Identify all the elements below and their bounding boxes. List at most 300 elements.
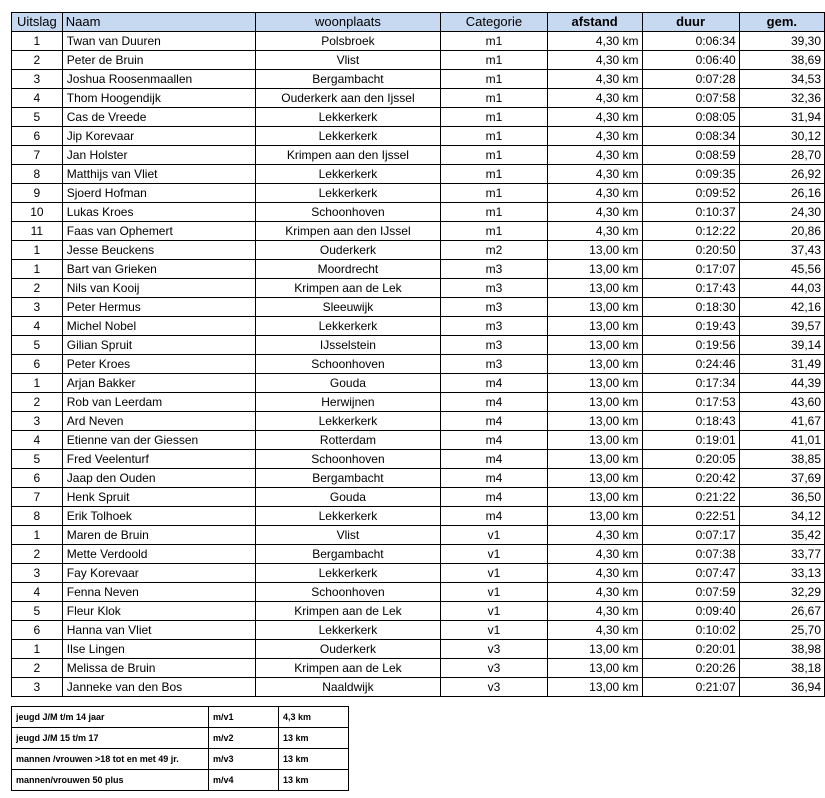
cell-uitslag: 1: [12, 241, 63, 260]
cell-duur: 0:20:05: [642, 450, 739, 469]
table-row: [12, 203, 825, 222]
cell-uitslag: 3: [12, 70, 63, 89]
cell-gem: 44,03: [739, 279, 824, 298]
category-legend-table: [11, 706, 349, 791]
cell-gem: 41,01: [739, 431, 824, 450]
cell-woonplaats: Schoonhoven: [255, 203, 440, 222]
cell-uitslag: 4: [12, 583, 63, 602]
cell-uitslag: 2: [12, 659, 63, 678]
cell-gem: 38,85: [739, 450, 824, 469]
cell-afstand: 4,30 km: [547, 51, 642, 70]
legend-code: m/v4: [209, 770, 279, 791]
cell-afstand: 4,30 km: [547, 222, 642, 241]
table-row: [12, 621, 825, 640]
cell-afstand: 13,00 km: [547, 241, 642, 260]
table-row: [12, 431, 825, 450]
cell-naam: Nils van Kooij: [62, 279, 255, 298]
header-gem: gem.: [739, 13, 824, 32]
cell-gem: 33,13: [739, 564, 824, 583]
cell-woonplaats: Vlist: [255, 51, 440, 70]
cell-duur: 0:09:52: [642, 184, 739, 203]
cell-categorie: v3: [441, 678, 548, 697]
cell-categorie: m4: [441, 488, 548, 507]
legend-distance: 13 km: [279, 728, 349, 749]
table-row: [12, 602, 825, 621]
cell-categorie: m1: [441, 70, 548, 89]
table-row: [12, 374, 825, 393]
cell-gem: 43,60: [739, 393, 824, 412]
cell-gem: 39,14: [739, 336, 824, 355]
cell-gem: 35,42: [739, 526, 824, 545]
header-categorie: Categorie: [441, 13, 548, 32]
cell-uitslag: 5: [12, 336, 63, 355]
cell-uitslag: 6: [12, 621, 63, 640]
cell-uitslag: 3: [12, 412, 63, 431]
cell-categorie: m4: [441, 469, 548, 488]
cell-uitslag: 3: [12, 678, 63, 697]
cell-naam: Peter Kroes: [62, 355, 255, 374]
cell-naam: Rob van Leerdam: [62, 393, 255, 412]
cell-naam: Fay Korevaar: [62, 564, 255, 583]
cell-afstand: 13,00 km: [547, 279, 642, 298]
cell-woonplaats: Krimpen aan de Lek: [255, 602, 440, 621]
table-row: [12, 583, 825, 602]
cell-uitslag: 10: [12, 203, 63, 222]
cell-afstand: 13,00 km: [547, 678, 642, 697]
cell-uitslag: 4: [12, 317, 63, 336]
table-row: [12, 89, 825, 108]
legend-row: [12, 707, 349, 728]
cell-naam: Fleur Klok: [62, 602, 255, 621]
cell-naam: Henk Spruit: [62, 488, 255, 507]
table-row: [12, 545, 825, 564]
cell-afstand: 4,30 km: [547, 165, 642, 184]
cell-naam: Twan van Duuren: [62, 32, 255, 51]
cell-naam: Hanna van Vliet: [62, 621, 255, 640]
cell-woonplaats: Ouderkerk: [255, 640, 440, 659]
cell-gem: 24,30: [739, 203, 824, 222]
cell-duur: 0:18:30: [642, 298, 739, 317]
table-row: [12, 507, 825, 526]
cell-categorie: m1: [441, 165, 548, 184]
cell-gem: 34,12: [739, 507, 824, 526]
cell-naam: Arjan Bakker: [62, 374, 255, 393]
cell-gem: 26,16: [739, 184, 824, 203]
cell-duur: 0:07:47: [642, 564, 739, 583]
table-row: [12, 127, 825, 146]
cell-uitslag: 5: [12, 602, 63, 621]
cell-categorie: v3: [441, 640, 548, 659]
cell-categorie: m4: [441, 412, 548, 431]
legend-distance: 13 km: [279, 770, 349, 791]
cell-uitslag: 7: [12, 488, 63, 507]
cell-afstand: 4,30 km: [547, 203, 642, 222]
cell-gem: 26,67: [739, 602, 824, 621]
legend-code: m/v2: [209, 728, 279, 749]
cell-categorie: v1: [441, 583, 548, 602]
cell-duur: 0:07:17: [642, 526, 739, 545]
cell-woonplaats: Rotterdam: [255, 431, 440, 450]
legend-code: m/v3: [209, 749, 279, 770]
cell-uitslag: 2: [12, 393, 63, 412]
cell-uitslag: 3: [12, 298, 63, 317]
cell-woonplaats: Lekkerkerk: [255, 317, 440, 336]
cell-woonplaats: Schoonhoven: [255, 583, 440, 602]
cell-categorie: v1: [441, 602, 548, 621]
cell-gem: 38,98: [739, 640, 824, 659]
cell-duur: 0:08:59: [642, 146, 739, 165]
cell-categorie: v1: [441, 564, 548, 583]
cell-categorie: m1: [441, 146, 548, 165]
table-row: [12, 488, 825, 507]
cell-gem: 37,69: [739, 469, 824, 488]
cell-naam: Fenna Neven: [62, 583, 255, 602]
cell-woonplaats: Krimpen aan den IJssel: [255, 222, 440, 241]
table-row: [12, 146, 825, 165]
cell-gem: 37,43: [739, 241, 824, 260]
cell-duur: 0:20:42: [642, 469, 739, 488]
cell-afstand: 13,00 km: [547, 507, 642, 526]
cell-duur: 0:20:26: [642, 659, 739, 678]
cell-gem: 30,12: [739, 127, 824, 146]
cell-afstand: 4,30 km: [547, 602, 642, 621]
cell-duur: 0:20:50: [642, 241, 739, 260]
cell-woonplaats: Moordrecht: [255, 260, 440, 279]
cell-duur: 0:19:43: [642, 317, 739, 336]
cell-woonplaats: Krimpen aan de Lek: [255, 659, 440, 678]
cell-uitslag: 1: [12, 260, 63, 279]
cell-categorie: m1: [441, 184, 548, 203]
cell-categorie: v3: [441, 659, 548, 678]
table-row: [12, 222, 825, 241]
cell-naam: Mette Verdoold: [62, 545, 255, 564]
table-row: [12, 659, 825, 678]
cell-naam: Cas de Vreede: [62, 108, 255, 127]
cell-categorie: m3: [441, 355, 548, 374]
cell-naam: Faas van Ophemert: [62, 222, 255, 241]
cell-gem: 32,36: [739, 89, 824, 108]
cell-duur: 0:09:40: [642, 602, 739, 621]
cell-afstand: 4,30 km: [547, 32, 642, 51]
header-naam: Naam: [62, 13, 255, 32]
cell-naam: Peter Hermus: [62, 298, 255, 317]
cell-woonplaats: Lekkerkerk: [255, 621, 440, 640]
table-row: [12, 678, 825, 697]
cell-uitslag: 5: [12, 108, 63, 127]
cell-naam: Gilian Spruit: [62, 336, 255, 355]
table-row: [12, 51, 825, 70]
table-row: [12, 564, 825, 583]
cell-woonplaats: Ouderkerk: [255, 241, 440, 260]
cell-naam: Bart van Grieken: [62, 260, 255, 279]
table-row: [12, 70, 825, 89]
cell-afstand: 4,30 km: [547, 108, 642, 127]
cell-duur: 0:21:07: [642, 678, 739, 697]
cell-afstand: 4,30 km: [547, 621, 642, 640]
table-row: [12, 260, 825, 279]
cell-categorie: m3: [441, 298, 548, 317]
cell-woonplaats: Bergambacht: [255, 469, 440, 488]
cell-woonplaats: Sleeuwijk: [255, 298, 440, 317]
cell-gem: 41,67: [739, 412, 824, 431]
legend-distance: 4,3 km: [279, 707, 349, 728]
cell-woonplaats: Vlist: [255, 526, 440, 545]
table-row: [12, 412, 825, 431]
cell-woonplaats: Naaldwijk: [255, 678, 440, 697]
cell-duur: 0:07:58: [642, 89, 739, 108]
table-row: [12, 393, 825, 412]
cell-duur: 0:07:28: [642, 70, 739, 89]
cell-gem: 34,53: [739, 70, 824, 89]
cell-uitslag: 6: [12, 355, 63, 374]
table-row: [12, 279, 825, 298]
cell-uitslag: 1: [12, 640, 63, 659]
cell-woonplaats: IJsselstein: [255, 336, 440, 355]
legend-description: mannen /vrouwen >18 tot en met 49 jr.: [12, 749, 209, 770]
cell-duur: 0:07:38: [642, 545, 739, 564]
cell-duur: 0:21:22: [642, 488, 739, 507]
cell-duur: 0:08:34: [642, 127, 739, 146]
cell-naam: Jan Holster: [62, 146, 255, 165]
cell-afstand: 4,30 km: [547, 89, 642, 108]
cell-uitslag: 7: [12, 146, 63, 165]
cell-categorie: m1: [441, 32, 548, 51]
legend-row: [12, 728, 349, 749]
table-row: [12, 32, 825, 51]
cell-afstand: 13,00 km: [547, 450, 642, 469]
cell-afstand: 4,30 km: [547, 564, 642, 583]
cell-afstand: 4,30 km: [547, 127, 642, 146]
cell-afstand: 4,30 km: [547, 545, 642, 564]
cell-uitslag: 4: [12, 89, 63, 108]
cell-afstand: 13,00 km: [547, 659, 642, 678]
cell-woonplaats: Lekkerkerk: [255, 108, 440, 127]
cell-woonplaats: Bergambacht: [255, 70, 440, 89]
header-row: [12, 13, 825, 32]
cell-naam: Ard Neven: [62, 412, 255, 431]
cell-naam: Erik Tolhoek: [62, 507, 255, 526]
cell-duur: 0:19:56: [642, 336, 739, 355]
cell-categorie: v1: [441, 545, 548, 564]
cell-afstand: 13,00 km: [547, 412, 642, 431]
cell-naam: Jaap den Ouden: [62, 469, 255, 488]
cell-woonplaats: Bergambacht: [255, 545, 440, 564]
cell-duur: 0:06:40: [642, 51, 739, 70]
table-row: [12, 526, 825, 545]
cell-afstand: 4,30 km: [547, 70, 642, 89]
table-row: [12, 165, 825, 184]
cell-woonplaats: Schoonhoven: [255, 450, 440, 469]
cell-uitslag: 2: [12, 51, 63, 70]
cell-afstand: 13,00 km: [547, 640, 642, 659]
cell-gem: 20,86: [739, 222, 824, 241]
cell-uitslag: 11: [12, 222, 63, 241]
cell-gem: 26,92: [739, 165, 824, 184]
cell-woonplaats: Lekkerkerk: [255, 412, 440, 431]
cell-categorie: m1: [441, 222, 548, 241]
cell-duur: 0:07:59: [642, 583, 739, 602]
cell-gem: 25,70: [739, 621, 824, 640]
cell-naam: Ilse Lingen: [62, 640, 255, 659]
cell-gem: 42,16: [739, 298, 824, 317]
cell-gem: 31,94: [739, 108, 824, 127]
cell-woonplaats: Krimpen aan de Lek: [255, 279, 440, 298]
cell-duur: 0:09:35: [642, 165, 739, 184]
cell-naam: Maren de Bruin: [62, 526, 255, 545]
cell-woonplaats: Lekkerkerk: [255, 165, 440, 184]
cell-uitslag: 9: [12, 184, 63, 203]
cell-duur: 0:10:02: [642, 621, 739, 640]
cell-woonplaats: Herwijnen: [255, 393, 440, 412]
cell-uitslag: 1: [12, 374, 63, 393]
cell-uitslag: 1: [12, 32, 63, 51]
cell-uitslag: 6: [12, 127, 63, 146]
cell-gem: 36,50: [739, 488, 824, 507]
cell-duur: 0:17:43: [642, 279, 739, 298]
cell-naam: Fred Veelenturf: [62, 450, 255, 469]
cell-gem: 39,30: [739, 32, 824, 51]
cell-naam: Michel Nobel: [62, 317, 255, 336]
cell-categorie: m4: [441, 507, 548, 526]
cell-woonplaats: Lekkerkerk: [255, 564, 440, 583]
header-afstand: afstand: [547, 13, 642, 32]
cell-duur: 0:19:01: [642, 431, 739, 450]
cell-gem: 45,56: [739, 260, 824, 279]
header-duur: duur: [642, 13, 739, 32]
header-woonplaats: woonplaats: [255, 13, 440, 32]
cell-gem: 39,57: [739, 317, 824, 336]
legend-row: [12, 749, 349, 770]
legend-description: jeugd J/M t/m 14 jaar: [12, 707, 209, 728]
cell-gem: 31,49: [739, 355, 824, 374]
table-row: [12, 355, 825, 374]
table-row: [12, 317, 825, 336]
cell-categorie: m4: [441, 393, 548, 412]
cell-categorie: m3: [441, 279, 548, 298]
cell-woonplaats: Gouda: [255, 488, 440, 507]
cell-naam: Melissa de Bruin: [62, 659, 255, 678]
cell-woonplaats: Ouderkerk aan den Ijssel: [255, 89, 440, 108]
cell-afstand: 13,00 km: [547, 355, 642, 374]
cell-afstand: 13,00 km: [547, 431, 642, 450]
cell-uitslag: 2: [12, 279, 63, 298]
results-table: [11, 12, 825, 697]
cell-naam: Etienne van der Giessen: [62, 431, 255, 450]
legend-description: jeugd J/M 15 t/m 17: [12, 728, 209, 749]
legend-distance: 13 km: [279, 749, 349, 770]
cell-afstand: 13,00 km: [547, 469, 642, 488]
cell-afstand: 13,00 km: [547, 393, 642, 412]
cell-duur: 0:22:51: [642, 507, 739, 526]
cell-duur: 0:17:07: [642, 260, 739, 279]
cell-categorie: m4: [441, 431, 548, 450]
cell-categorie: m3: [441, 336, 548, 355]
cell-woonplaats: Lekkerkerk: [255, 127, 440, 146]
cell-duur: 0:18:43: [642, 412, 739, 431]
cell-categorie: m1: [441, 108, 548, 127]
legend-code: m/v1: [209, 707, 279, 728]
cell-duur: 0:08:05: [642, 108, 739, 127]
cell-afstand: 4,30 km: [547, 184, 642, 203]
cell-uitslag: 8: [12, 165, 63, 184]
cell-gem: 38,18: [739, 659, 824, 678]
cell-gem: 28,70: [739, 146, 824, 165]
table-row: [12, 298, 825, 317]
cell-uitslag: 2: [12, 545, 63, 564]
cell-categorie: m1: [441, 51, 548, 70]
cell-categorie: m4: [441, 374, 548, 393]
cell-afstand: 4,30 km: [547, 146, 642, 165]
cell-afstand: 13,00 km: [547, 298, 642, 317]
cell-naam: Peter de Bruin: [62, 51, 255, 70]
cell-woonplaats: Lekkerkerk: [255, 184, 440, 203]
cell-naam: Lukas Kroes: [62, 203, 255, 222]
cell-gem: 33,77: [739, 545, 824, 564]
table-row: [12, 450, 825, 469]
legend-row: [12, 770, 349, 791]
table-row: [12, 184, 825, 203]
cell-woonplaats: Gouda: [255, 374, 440, 393]
cell-naam: Jip Korevaar: [62, 127, 255, 146]
cell-categorie: m3: [441, 317, 548, 336]
legend-description: mannen/vrouwen 50 plus: [12, 770, 209, 791]
cell-gem: 38,69: [739, 51, 824, 70]
cell-duur: 0:17:53: [642, 393, 739, 412]
cell-naam: Thom Hoogendijk: [62, 89, 255, 108]
cell-afstand: 13,00 km: [547, 374, 642, 393]
cell-uitslag: 5: [12, 450, 63, 469]
cell-gem: 32,29: [739, 583, 824, 602]
table-row: [12, 108, 825, 127]
cell-woonplaats: Polsbroek: [255, 32, 440, 51]
cell-duur: 0:17:34: [642, 374, 739, 393]
cell-afstand: 13,00 km: [547, 317, 642, 336]
cell-categorie: m1: [441, 89, 548, 108]
cell-uitslag: 3: [12, 564, 63, 583]
cell-duur: 0:12:22: [642, 222, 739, 241]
cell-categorie: m3: [441, 260, 548, 279]
cell-afstand: 4,30 km: [547, 583, 642, 602]
cell-categorie: m2: [441, 241, 548, 260]
cell-afstand: 13,00 km: [547, 488, 642, 507]
cell-duur: 0:10:37: [642, 203, 739, 222]
cell-naam: Joshua Roosenmaallen: [62, 70, 255, 89]
cell-gem: 44,39: [739, 374, 824, 393]
cell-uitslag: 1: [12, 526, 63, 545]
cell-woonplaats: Schoonhoven: [255, 355, 440, 374]
cell-uitslag: 8: [12, 507, 63, 526]
table-row: [12, 241, 825, 260]
cell-uitslag: 6: [12, 469, 63, 488]
cell-woonplaats: Lekkerkerk: [255, 507, 440, 526]
table-row: [12, 469, 825, 488]
cell-woonplaats: Krimpen aan den Ijssel: [255, 146, 440, 165]
cell-categorie: v1: [441, 621, 548, 640]
cell-duur: 0:24:46: [642, 355, 739, 374]
cell-naam: Sjoerd Hofman: [62, 184, 255, 203]
header-uitslag: Uitslag: [12, 13, 63, 32]
cell-categorie: m1: [441, 127, 548, 146]
cell-uitslag: 4: [12, 431, 63, 450]
cell-duur: 0:06:34: [642, 32, 739, 51]
cell-categorie: m1: [441, 203, 548, 222]
cell-categorie: v1: [441, 526, 548, 545]
cell-afstand: 4,30 km: [547, 526, 642, 545]
cell-naam: Jesse Beuckens: [62, 241, 255, 260]
cell-naam: Janneke van den Bos: [62, 678, 255, 697]
cell-naam: Matthijs van Vliet: [62, 165, 255, 184]
cell-afstand: 13,00 km: [547, 260, 642, 279]
